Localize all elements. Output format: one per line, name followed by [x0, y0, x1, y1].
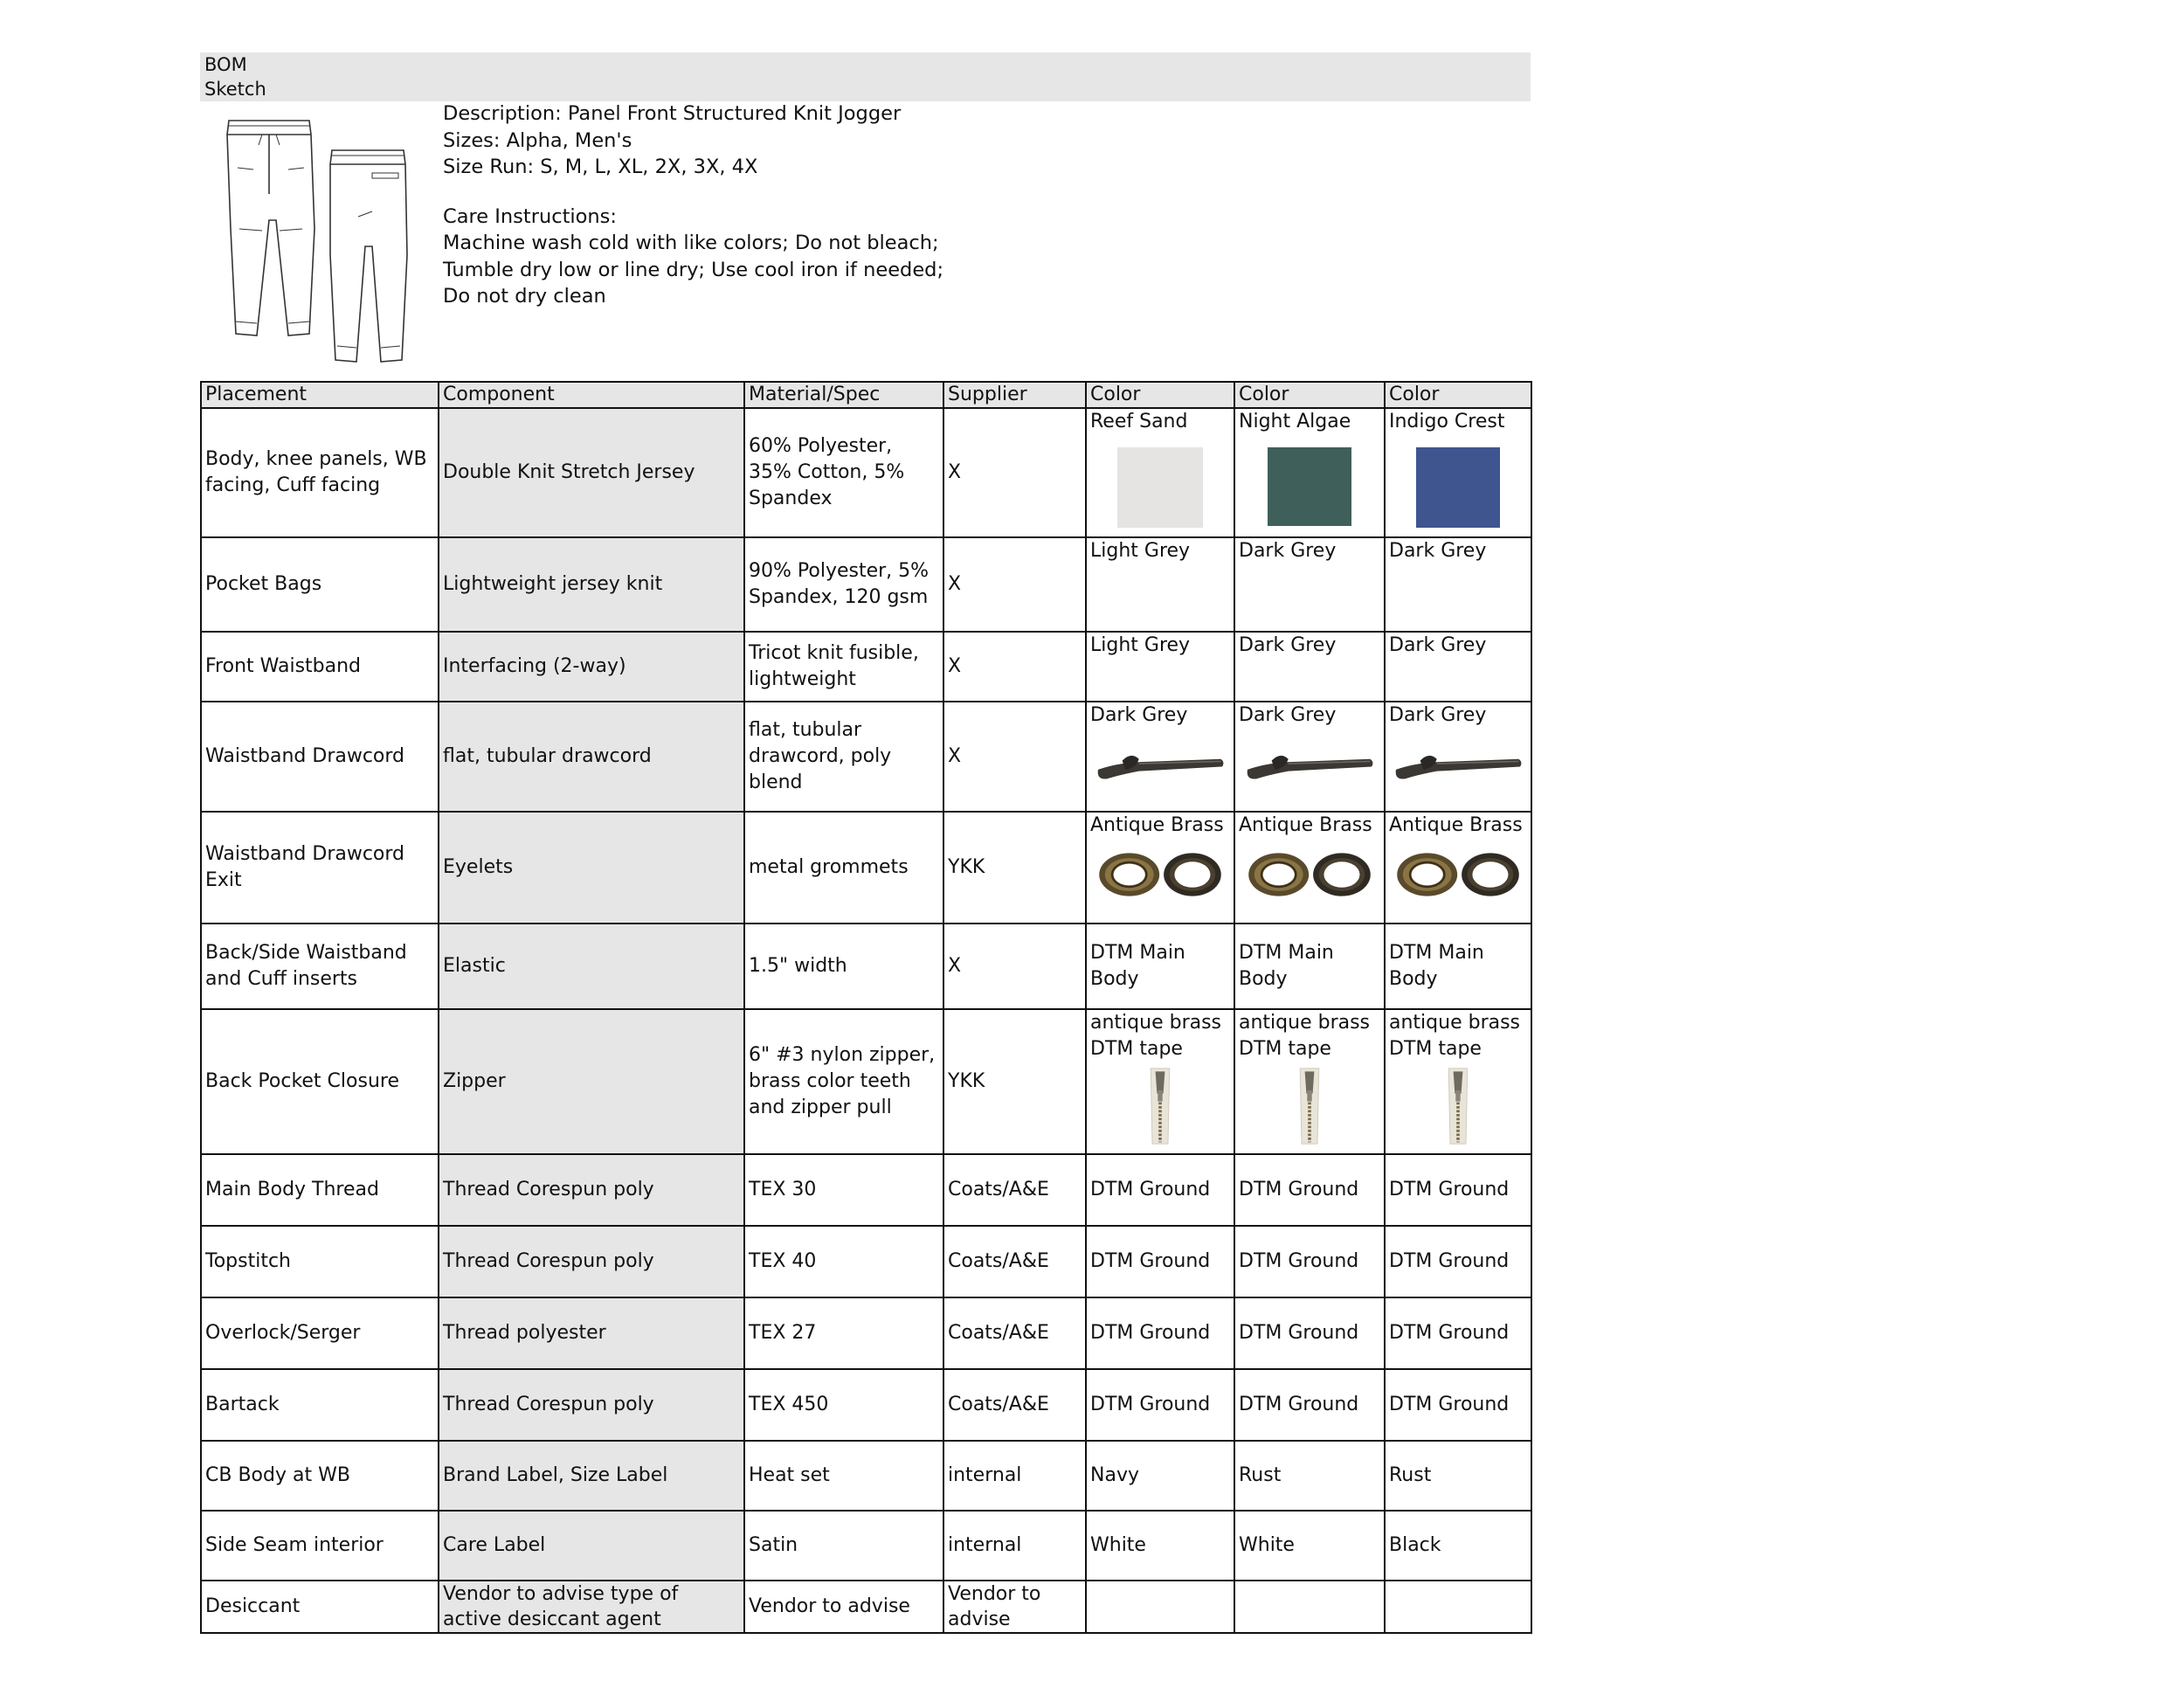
component-cell: Thread Corespun poly: [439, 1369, 744, 1441]
color-cell: [1385, 702, 1531, 812]
color-cell: DTM Ground: [1385, 1154, 1531, 1226]
material-cell: TEX 27: [744, 1297, 943, 1369]
color-cell: [1385, 632, 1531, 702]
material-cell: Tricot knit fusible, lightweight: [744, 632, 943, 702]
material-cell: 6" #3 nylon zipper, brass color teeth and zipper pull: [744, 1009, 943, 1154]
material-cell: TEX 450: [744, 1369, 943, 1441]
color-cell: [1086, 537, 1234, 632]
drawcord-image: [1390, 741, 1526, 786]
grommet-image: [1092, 846, 1228, 903]
color-cell: DTM Main Body: [1086, 924, 1234, 1009]
supplier-cell: X: [943, 702, 1086, 812]
color-cell: White: [1086, 1511, 1234, 1581]
header-placement: Placement: [201, 382, 439, 408]
color-label: Dark Grey: [1239, 634, 1337, 656]
color-cell: [1234, 537, 1385, 632]
zipper-image: [1144, 1066, 1176, 1146]
placement-cell: Side Seam interior: [201, 1511, 439, 1581]
color-cell: [1385, 1581, 1531, 1633]
color-cell: Rust: [1385, 1441, 1531, 1511]
placement-cell: Back/Side Waistband and Cuff inserts: [201, 924, 439, 1009]
supplier-cell: internal: [943, 1511, 1086, 1581]
component-cell: Thread polyester: [439, 1297, 744, 1369]
color-cell: DTM Main Body: [1385, 924, 1531, 1009]
material-cell: flat, tubular drawcord, poly blend: [744, 702, 943, 812]
placement-cell: Pocket Bags: [201, 537, 439, 632]
color-cell: [1086, 1009, 1234, 1154]
color-cell: [1086, 408, 1234, 537]
sizes-line: Sizes: Alpha, Men's: [443, 128, 632, 152]
placement-cell: Topstitch: [201, 1226, 439, 1297]
color-label: antique brass DTM tape: [1239, 1012, 1371, 1060]
color-cell: DTM Ground: [1086, 1226, 1234, 1297]
color-cell: Black: [1385, 1511, 1531, 1581]
material-cell: TEX 40: [744, 1226, 943, 1297]
color-cell: [1086, 632, 1234, 702]
zipper-image: [1294, 1066, 1325, 1146]
table-header-row: [201, 382, 1531, 408]
color-cell: [1234, 408, 1385, 537]
bom-table: [200, 381, 1532, 1634]
table-row: [201, 1441, 1531, 1511]
color-cell: [1086, 812, 1234, 924]
table-row: [201, 1369, 1531, 1441]
material-cell: Heat set: [744, 1441, 943, 1511]
color-cell: DTM Ground: [1086, 1369, 1234, 1441]
color-label: Dark Grey: [1090, 704, 1188, 726]
material-cell: 60% Polyester, 35% Cotton, 5% Spandex: [744, 408, 943, 537]
jogger-sketch: [218, 115, 411, 369]
table-row: [201, 812, 1531, 924]
component-cell: Thread Corespun poly: [439, 1154, 744, 1226]
placement-cell: Overlock/Serger: [201, 1297, 439, 1369]
color-label: Dark Grey: [1239, 704, 1337, 726]
header-bom-label: BOM: [204, 54, 247, 75]
component-cell: Zipper: [439, 1009, 744, 1154]
material-cell: Satin: [744, 1511, 943, 1581]
supplier-cell: internal: [943, 1441, 1086, 1511]
supplier-cell: Coats/A&E: [943, 1369, 1086, 1441]
supplier-cell: X: [943, 632, 1086, 702]
grommet-image: [1241, 846, 1378, 903]
component-cell: Vendor to advise type of active desiccant agent: [439, 1581, 744, 1633]
color-cell: DTM Main Body: [1234, 924, 1385, 1009]
size-run-line: Size Run: S, M, L, XL, 2X, 3X, 4X: [443, 156, 758, 178]
care-line-2: Tumble dry low or line dry; Use cool iron if needed;: [443, 258, 944, 281]
supplier-cell: Coats/A&E: [943, 1297, 1086, 1369]
supplier-cell: Coats/A&E: [943, 1154, 1086, 1226]
color-label: Antique Brass: [1239, 814, 1372, 836]
color-cell: DTM Ground: [1234, 1369, 1385, 1441]
component-cell: Thread Corespun poly: [439, 1226, 744, 1297]
color-cell: [1385, 812, 1531, 924]
placement-cell: Desiccant: [201, 1581, 439, 1633]
component-cell: Double Knit Stretch Jersey: [439, 408, 744, 537]
swatch-fill: [1117, 447, 1203, 528]
color-label: Reef Sand: [1090, 411, 1188, 432]
color-label: Dark Grey: [1389, 634, 1487, 656]
header-color-3: Color: [1385, 382, 1531, 408]
color-label: antique brass DTM tape: [1389, 1012, 1521, 1060]
color-cell: DTM Ground: [1234, 1154, 1385, 1226]
color-cell: DTM Ground: [1385, 1369, 1531, 1441]
placement-cell: CB Body at WB: [201, 1441, 439, 1511]
color-label: Night Algae: [1239, 411, 1351, 432]
color-cell: [1086, 702, 1234, 812]
header-color-2: Color: [1234, 382, 1385, 408]
color-label: Light Grey: [1090, 540, 1191, 562]
reef-sand-swatch: [1117, 447, 1203, 528]
component-cell: Care Label: [439, 1511, 744, 1581]
table-row: [201, 1511, 1531, 1581]
component-cell: Lightweight jersey knit: [439, 537, 744, 632]
material-cell: 1.5" width: [744, 924, 943, 1009]
care-title: Care Instructions:: [443, 204, 617, 228]
grommet-image: [1390, 846, 1526, 903]
supplier-cell: YKK: [943, 812, 1086, 924]
color-label: Dark Grey: [1239, 540, 1337, 562]
material-cell: TEX 30: [744, 1154, 943, 1226]
supplier-cell: X: [943, 537, 1086, 632]
supplier-cell: Vendor to advise: [943, 1581, 1086, 1633]
supplier-cell: X: [943, 924, 1086, 1009]
placement-cell: Back Pocket Closure: [201, 1009, 439, 1154]
table-row: [201, 1226, 1531, 1297]
color-cell: [1385, 408, 1531, 537]
description-line: Description: Panel Front Structured Knit Jogger: [443, 102, 902, 125]
color-cell: [1234, 1581, 1385, 1633]
table-row: [201, 1297, 1531, 1369]
table-row: [201, 924, 1531, 1009]
color-label: Indigo Crest: [1389, 411, 1505, 432]
color-cell: [1234, 1009, 1385, 1154]
drawcord-image: [1092, 741, 1228, 786]
table-row: [201, 702, 1531, 812]
color-cell: Navy: [1086, 1441, 1234, 1511]
color-cell: Rust: [1234, 1441, 1385, 1511]
component-cell: Brand Label, Size Label: [439, 1441, 744, 1511]
component-cell: flat, tubular drawcord: [439, 702, 744, 812]
header-sketch-label: Sketch: [204, 79, 266, 100]
color-label: Antique Brass: [1389, 814, 1523, 836]
night-algae-swatch: [1268, 447, 1351, 526]
drawcord-image: [1241, 741, 1378, 786]
supplier-cell: YKK: [943, 1009, 1086, 1154]
color-cell: DTM Ground: [1234, 1297, 1385, 1369]
placement-cell: Bartack: [201, 1369, 439, 1441]
component-cell: Interfacing (2-way): [439, 632, 744, 702]
bom-header-band: [200, 52, 1531, 101]
color-label: Dark Grey: [1389, 540, 1487, 562]
placement-cell: Front Waistband: [201, 632, 439, 702]
color-label: Dark Grey: [1389, 704, 1487, 726]
placement-cell: Waistband Drawcord: [201, 702, 439, 812]
color-cell: DTM Ground: [1086, 1154, 1234, 1226]
header-color-1: Color: [1086, 382, 1234, 408]
header-supplier: Supplier: [943, 382, 1086, 408]
color-cell: White: [1234, 1511, 1385, 1581]
color-label: Light Grey: [1090, 634, 1191, 656]
material-cell: Vendor to advise: [744, 1581, 943, 1633]
indigo-crest-swatch: [1416, 447, 1500, 528]
color-label: Antique Brass: [1090, 814, 1224, 836]
care-line-1: Machine wash cold with like colors; Do not bleach;: [443, 232, 939, 254]
material-cell: 90% Polyester, 5% Spandex, 120 gsm: [744, 537, 943, 632]
color-cell: [1234, 702, 1385, 812]
zipper-image: [1442, 1066, 1474, 1146]
color-cell: [1385, 537, 1531, 632]
table-row: [201, 537, 1531, 632]
table-row: [201, 632, 1531, 702]
color-cell: DTM Ground: [1234, 1226, 1385, 1297]
style-description: [443, 100, 1054, 310]
supplier-cell: Coats/A&E: [943, 1226, 1086, 1297]
color-label: antique brass DTM tape: [1090, 1012, 1222, 1060]
color-cell: [1086, 1581, 1234, 1633]
supplier-cell: X: [943, 408, 1086, 537]
placement-cell: Main Body Thread: [201, 1154, 439, 1226]
header-material: Material/Spec: [744, 382, 943, 408]
table-row: [201, 1581, 1531, 1633]
color-cell: DTM Ground: [1385, 1297, 1531, 1369]
table-row: [201, 1154, 1531, 1226]
color-cell: [1385, 1009, 1531, 1154]
swatch-fill: [1268, 447, 1351, 526]
component-cell: Elastic: [439, 924, 744, 1009]
placement-cell: Waistband Drawcord Exit: [201, 812, 439, 924]
header-component: Component: [439, 382, 744, 408]
color-cell: DTM Ground: [1385, 1226, 1531, 1297]
material-cell: metal grommets: [744, 812, 943, 924]
color-cell: [1234, 632, 1385, 702]
care-line-3: Do not dry clean: [443, 285, 606, 308]
component-cell: Eyelets: [439, 812, 744, 924]
placement-cell: Body, knee panels, WB facing, Cuff facing: [201, 408, 439, 537]
color-cell: [1234, 812, 1385, 924]
swatch-fill: [1416, 447, 1500, 528]
color-cell: DTM Ground: [1086, 1297, 1234, 1369]
table-row: [201, 408, 1531, 537]
table-row: [201, 1009, 1531, 1154]
